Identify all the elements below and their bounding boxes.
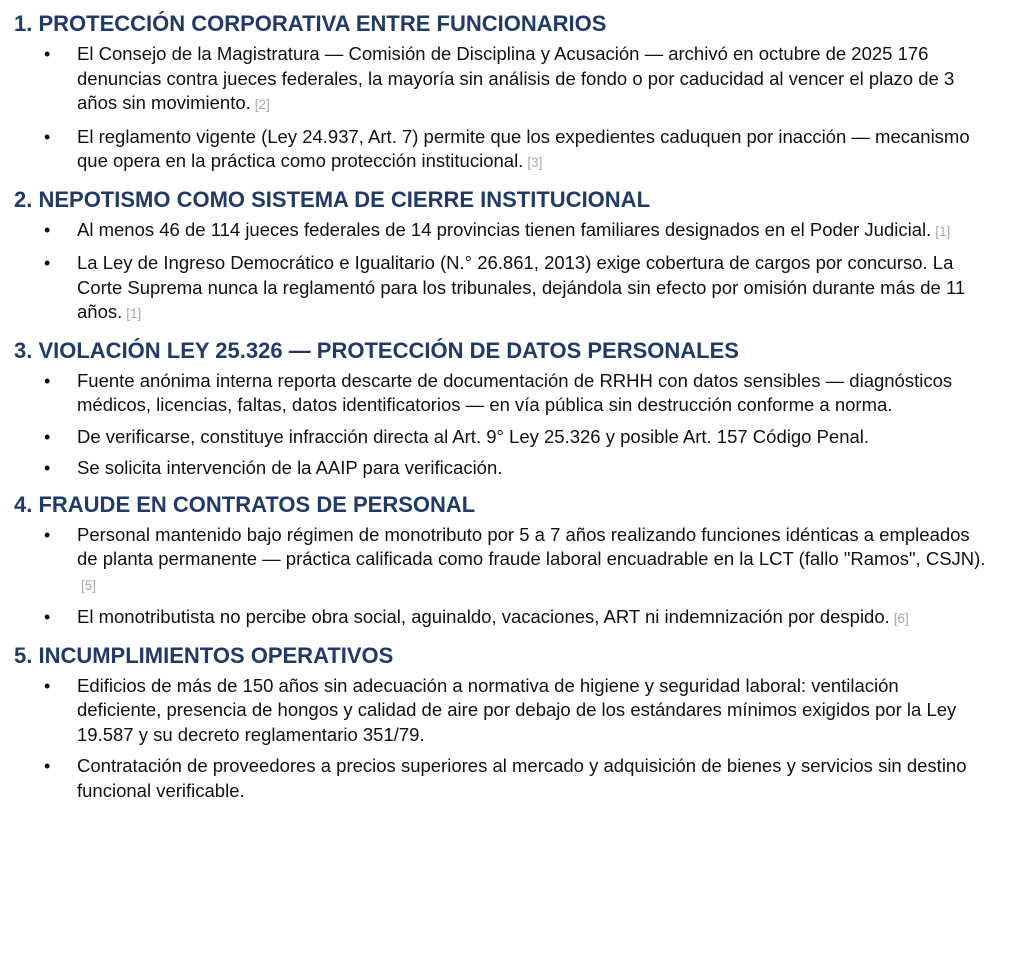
section-heading: 3. VIOLACIÓN LEY 25.326 — PROTECCIÓN DE DATOS PERSONALES: [14, 337, 739, 363]
bullet-list: [14, 369, 998, 481]
item-text: El monotributista no percibe obra social, aguinaldo, vacaciones, ART ni indemnización por despido.: [77, 606, 890, 627]
list-item: [14, 42, 998, 118]
item-text: El Consejo de la Magistratura — Comisión de Disciplina y Acusación — archivó en octubre de 2025 176 denuncias contra jueces federales, la mayoría sin análisis de fondo o por caducidad al vencer el plazo de 3 años sin movimiento.: [77, 43, 955, 113]
list-item: [14, 218, 998, 245]
list-item: [14, 425, 998, 450]
bullet-list: [14, 42, 998, 176]
list-item: [14, 456, 998, 481]
section-heading: 5. INCUMPLIMIENTOS OPERATIVOS: [14, 642, 394, 668]
list-item: [14, 523, 998, 599]
section-3: [14, 337, 998, 481]
item-text: De verificarse, constituye infracción directa al Art. 9° Ley 25.326 y posible Art. 157 Código Penal.: [77, 425, 870, 447]
section-heading: 1. PROTECCIÓN CORPORATIVA ENTRE FUNCIONARIOS: [14, 11, 607, 36]
list-item: [14, 674, 998, 748]
bullet-list: [14, 674, 998, 804]
reference-link[interactable]: [6]: [893, 611, 909, 626]
item-text: La Ley de Ingreso Democrático e Igualitario (N.° 26.861, 2013) exige cobertura de cargos por concurso. La Corte Suprema nunca la reglamentó para los tribunales, dejándola sin efecto por omisión durante más de 11 años.: [77, 252, 966, 322]
reference-link[interactable]: [1]: [935, 223, 951, 239]
item-text: El reglamento vigente (Ley 24.937, Art. 7) permite que los expedientes caduquen por inacción — mecanismo que opera en la práctica como protección institucional.: [77, 125, 970, 171]
reference-link[interactable]: [2]: [254, 97, 270, 112]
section-heading: 4. FRAUDE EN CONTRATOS DE PERSONAL: [14, 491, 476, 517]
list-item: [14, 251, 998, 327]
list-item: [14, 605, 998, 632]
section-1: [14, 10, 998, 176]
item-text: Se solicita intervención de la AAIP para verificación.: [77, 457, 503, 478]
bullet-list: [14, 218, 998, 327]
item-text: Personal mantenido bajo régimen de monotributo por 5 a 7 años realizando funciones idénticas a empleados de planta permanente — práctica calificada como fraude laboral encuadrable en la LCT (fallo "Ramos", CSJN).: [77, 523, 986, 569]
reference-link[interactable]: [5]: [81, 577, 97, 593]
section-2: [14, 186, 998, 327]
reference-link[interactable]: [3]: [527, 155, 543, 170]
item-text: Al menos 46 de 114 jueces federales de 14 provincias tienen familiares designados en el Poder Judicial.: [77, 218, 932, 240]
list-item: [14, 369, 998, 418]
section-5: [14, 642, 998, 804]
section-4: [14, 491, 998, 632]
list-item: [14, 125, 998, 176]
item-text: Edificios de más de 150 años sin adecuación a normativa de higiene y seguridad laboral: ventilación deficiente, presencia de hongos y calidad de aire por debajo de los estándares mínimos exigidos por la Ley 19.587 y su decreto reglamentario 351/79.: [77, 674, 957, 745]
reference-link[interactable]: [1]: [126, 306, 142, 321]
section-heading: 2. NEPOTISMO COMO SISTEMA DE CIERRE INSTITUCIONAL: [14, 186, 651, 212]
item-text: Fuente anónima interna reporta descarte de documentación de RRHH con datos sensibles — diagnósticos médicos, licencias, faltas, datos identificatorios — en vía pública sin destrucción conforme a norma.: [77, 369, 953, 415]
item-text: Contratación de proveedores a precios superiores al mercado y adquisición de bienes y servicios sin destino funcional verificable.: [77, 755, 967, 801]
bullet-list: [14, 523, 998, 632]
list-item: [14, 754, 998, 803]
